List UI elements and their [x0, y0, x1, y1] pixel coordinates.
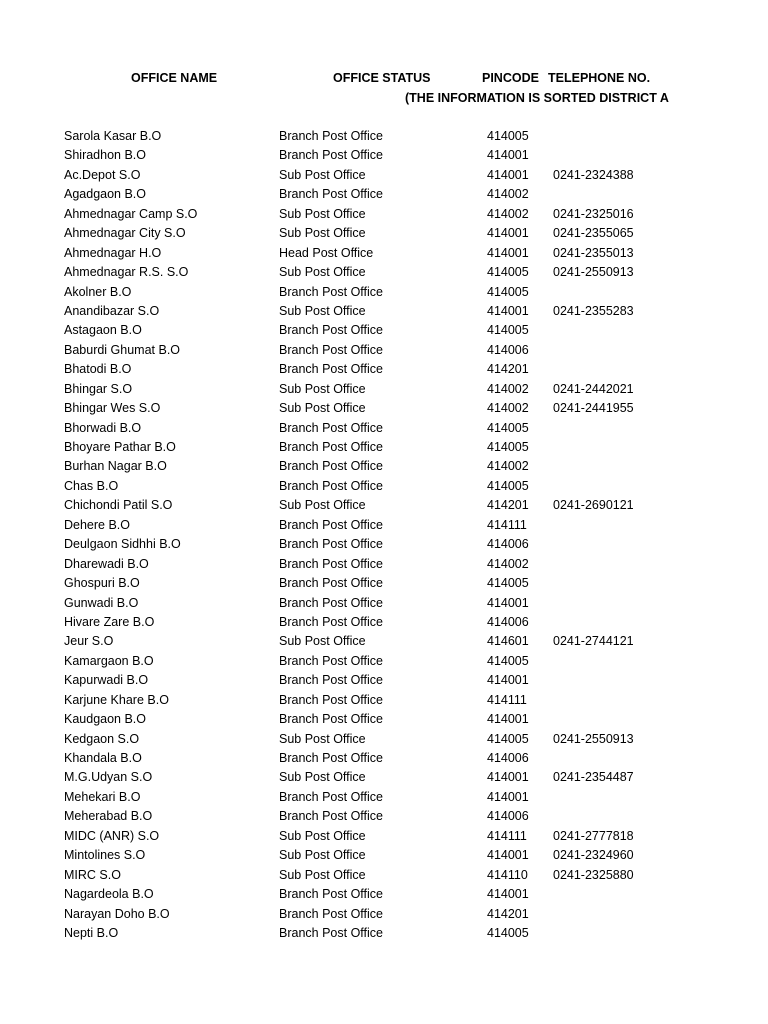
office-status-cell: Sub Post Office: [279, 867, 366, 882]
office-name-cell: Bhoyare Pathar B.O: [64, 440, 176, 454]
pincode-cell: 414005: [487, 731, 529, 746]
pincode-cell: 414006: [487, 614, 529, 629]
telephone-cell: 0241-2325880: [553, 867, 634, 882]
table-row: [0, 594, 768, 613]
office-status-cell: Sub Post Office: [279, 731, 366, 746]
pincode-cell: 414006: [487, 537, 529, 552]
office-status-cell: Sub Post Office: [279, 226, 366, 241]
office-name-cell: MIRC S.O: [64, 867, 121, 882]
office-name-cell: Kedgaon S.O: [64, 731, 140, 746]
table-row: [0, 768, 768, 787]
office-status-cell: Sub Post Office: [279, 828, 366, 843]
pincode-cell: 414005: [487, 420, 529, 435]
office-status-cell: Branch Post Office: [279, 712, 383, 727]
table-row: [0, 924, 768, 943]
pincode-cell: 414111: [487, 692, 527, 707]
office-status-cell: Branch Post Office: [279, 925, 383, 940]
office-name-cell: Nagardeola B.O: [64, 887, 154, 902]
pincode-cell: 414006: [487, 342, 529, 357]
office-name-cell: Burhan Nagar B.O: [64, 459, 167, 474]
table-row: [0, 652, 768, 671]
table-row: [0, 496, 768, 515]
office-name-cell: Astagaon B.O: [64, 323, 142, 338]
telephone-cell: 0241-2325016: [553, 206, 634, 221]
office-status-cell: Branch Post Office: [279, 789, 383, 804]
table-row: [0, 166, 768, 185]
office-name-cell: Ahmednagar R.S. S.O: [64, 265, 189, 280]
telephone-cell: 0241-2441955: [553, 401, 634, 416]
table-row: [0, 224, 768, 243]
office-name-cell: Hivare Zare B.O: [64, 614, 155, 629]
pincode-cell: 414001: [487, 712, 529, 727]
office-status-cell: Branch Post Office: [279, 614, 383, 629]
table-row: [0, 691, 768, 710]
table-header: [0, 71, 768, 89]
office-name-cell: Khandala B.O: [64, 751, 142, 765]
office-name-cell: Kaudgaon B.O: [64, 712, 147, 727]
telephone-cell: 0241-2777818: [553, 828, 634, 843]
table-row: [0, 185, 768, 204]
telephone-cell: 0241-2550913: [553, 731, 634, 746]
table-row: [0, 438, 768, 457]
telephone-cell: 0241-2355283: [553, 303, 634, 318]
table-row: [0, 457, 768, 476]
table-row: [0, 730, 768, 749]
office-status-cell: Sub Post Office: [279, 770, 366, 785]
pincode-cell: 414001: [487, 887, 529, 902]
pincode-cell: 414111: [487, 517, 527, 532]
telephone-cell: 0241-2355013: [553, 245, 634, 260]
office-status-cell: Branch Post Office: [279, 459, 383, 474]
pincode-cell: 414002: [487, 401, 529, 416]
pincode-cell: 414005: [487, 925, 529, 940]
pincode-cell: 414005: [487, 478, 529, 493]
pincode-cell: 414001: [487, 226, 529, 241]
office-status-cell: Branch Post Office: [279, 692, 383, 707]
table-row: [0, 827, 768, 846]
office-name-cell: Sarola Kasar B.O: [64, 129, 162, 143]
office-name-cell: MIDC (ANR) S.O: [64, 828, 160, 843]
pincode-cell: 414006: [487, 751, 529, 765]
office-table: [0, 127, 768, 943]
table-row: [0, 710, 768, 729]
office-status-cell: Branch Post Office: [279, 478, 383, 493]
pincode-cell: 414201: [487, 906, 529, 921]
pincode-cell: 414001: [487, 303, 529, 318]
telephone-cell: 0241-2355065: [553, 226, 634, 241]
table-row: [0, 419, 768, 438]
table-row: [0, 302, 768, 321]
pincode-cell: 414001: [487, 148, 529, 163]
table-row: [0, 866, 768, 885]
header-telephone: TELEPHONE NO.: [548, 71, 651, 85]
office-name-cell: Ahmednagar Camp S.O: [64, 206, 198, 221]
table-row: [0, 127, 768, 146]
office-status-cell: Head Post Office: [279, 245, 374, 260]
table-row: [0, 321, 768, 340]
table-row: [0, 749, 768, 768]
office-name-cell: Deulgaon Sidhhi B.O: [64, 537, 181, 552]
office-name-cell: Mintolines S.O: [64, 848, 146, 863]
office-name-cell: Kapurwadi B.O: [64, 673, 149, 688]
table-row: [0, 205, 768, 224]
pincode-cell: 414005: [487, 576, 529, 591]
office-name-cell: Meherabad B.O: [64, 809, 153, 824]
table-row: [0, 535, 768, 554]
office-name-cell: Ahmednagar H.O: [64, 245, 162, 260]
pincode-cell: 414005: [487, 440, 529, 454]
office-status-cell: Branch Post Office: [279, 556, 383, 571]
office-status-cell: Branch Post Office: [279, 362, 383, 377]
office-status-cell: Sub Post Office: [279, 167, 366, 182]
pincode-cell: 414005: [487, 653, 529, 668]
telephone-cell: 0241-2550913: [553, 265, 634, 280]
office-name-cell: Baburdi Ghumat B.O: [64, 342, 181, 357]
office-status-cell: Sub Post Office: [279, 206, 366, 221]
pincode-cell: 414201: [487, 362, 529, 377]
table-row: [0, 516, 768, 535]
office-status-cell: Branch Post Office: [279, 537, 383, 552]
pincode-cell: 414005: [487, 284, 529, 299]
office-status-cell: Sub Post Office: [279, 303, 366, 318]
pincode-cell: 414002: [487, 187, 529, 202]
office-status-cell: Branch Post Office: [279, 576, 383, 591]
office-name-cell: Gunwadi B.O: [64, 595, 139, 610]
table-row: [0, 671, 768, 690]
pincode-cell: 414005: [487, 129, 529, 143]
table-row: [0, 341, 768, 360]
table-row: [0, 613, 768, 632]
office-name-cell: Akolner B.O: [64, 284, 132, 299]
telephone-cell: 0241-2690121: [553, 498, 634, 513]
office-name-cell: Bhatodi B.O: [64, 362, 132, 377]
table-row: [0, 846, 768, 865]
office-status-cell: Branch Post Office: [279, 653, 383, 668]
telephone-cell: 0241-2744121: [553, 634, 634, 649]
telephone-cell: 0241-2324388: [553, 167, 634, 182]
telephone-cell: 0241-2324960: [553, 848, 634, 863]
office-name-cell: Mehekari B.O: [64, 789, 141, 804]
office-name-cell: Nepti B.O: [64, 925, 119, 940]
pincode-cell: 414001: [487, 770, 529, 785]
table-row: [0, 885, 768, 904]
office-status-cell: Sub Post Office: [279, 634, 366, 649]
pincode-cell: 414002: [487, 459, 529, 474]
pincode-cell: 414601: [487, 634, 529, 649]
telephone-cell: 0241-2354487: [553, 770, 634, 785]
header-pincode: PINCODE: [482, 71, 539, 85]
table-row: [0, 380, 768, 399]
table-row: [0, 788, 768, 807]
pincode-cell: 414002: [487, 206, 529, 221]
office-name-cell: Bhorwadi B.O: [64, 420, 142, 435]
pincode-cell: 414001: [487, 789, 529, 804]
office-status-cell: Branch Post Office: [279, 323, 383, 338]
pincode-cell: 414005: [487, 323, 529, 338]
office-status-cell: Branch Post Office: [279, 751, 383, 765]
office-status-cell: Branch Post Office: [279, 595, 383, 610]
office-name-cell: Agadgaon B.O: [64, 187, 147, 202]
office-name-cell: Bhingar Wes S.O: [64, 401, 161, 416]
table-row: [0, 905, 768, 924]
office-name-cell: Kamargaon B.O: [64, 653, 154, 668]
pincode-cell: 414005: [487, 265, 529, 280]
pincode-cell: 414001: [487, 595, 529, 610]
header-office-name: OFFICE NAME: [131, 71, 218, 85]
pincode-cell: 414001: [487, 167, 529, 182]
table-row: [0, 807, 768, 826]
office-status-cell: Branch Post Office: [279, 517, 383, 532]
pincode-cell: 414002: [487, 381, 529, 396]
office-status-cell: Branch Post Office: [279, 887, 383, 902]
office-status-cell: Branch Post Office: [279, 420, 383, 435]
office-name-cell: Dehere B.O: [64, 517, 131, 532]
table-row: [0, 555, 768, 574]
office-status-cell: Branch Post Office: [279, 187, 383, 202]
office-name-cell: Dharewadi B.O: [64, 556, 149, 571]
office-status-cell: Branch Post Office: [279, 342, 383, 357]
office-name-cell: M.G.Udyan S.O: [64, 770, 153, 785]
pincode-cell: 414201: [487, 498, 529, 513]
pincode-cell: 414002: [487, 556, 529, 571]
office-name-cell: Anandibazar S.O: [64, 303, 160, 318]
table-row: [0, 574, 768, 593]
office-status-cell: Sub Post Office: [279, 401, 366, 416]
office-status-cell: Sub Post Office: [279, 381, 366, 396]
telephone-cell: 0241-2442021: [553, 381, 634, 396]
office-status-cell: Branch Post Office: [279, 284, 383, 299]
table-row: [0, 283, 768, 302]
office-status-cell: Branch Post Office: [279, 809, 383, 824]
pincode-cell: 414111: [487, 828, 527, 843]
pincode-cell: 414001: [487, 673, 529, 688]
table-row: [0, 360, 768, 379]
office-name-cell: Narayan Doho B.O: [64, 906, 170, 921]
office-name-cell: Karjune Khare B.O: [64, 692, 169, 707]
table-row: [0, 244, 768, 263]
pincode-cell: 414110: [487, 867, 528, 882]
office-name-cell: Ahmednagar City S.O: [64, 226, 186, 241]
office-status-cell: Branch Post Office: [279, 148, 383, 163]
office-name-cell: Chichondi Patil S.O: [64, 498, 173, 513]
office-name-cell: Bhingar S.O: [64, 381, 133, 396]
office-status-cell: Sub Post Office: [279, 498, 366, 513]
table-row: [0, 146, 768, 165]
sort-note: (THE INFORMATION IS SORTED DISTRICT A: [405, 91, 669, 105]
header-office-status: OFFICE STATUS: [333, 71, 431, 85]
office-status-cell: Sub Post Office: [279, 848, 366, 863]
table-row: [0, 399, 768, 418]
table-row: [0, 632, 768, 651]
pincode-cell: 414001: [487, 245, 529, 260]
office-status-cell: Branch Post Office: [279, 440, 383, 454]
table-row: [0, 263, 768, 282]
office-status-cell: Branch Post Office: [279, 906, 383, 921]
pincode-cell: 414006: [487, 809, 529, 824]
office-status-cell: Branch Post Office: [279, 673, 383, 688]
office-name-cell: Ac.Depot S.O: [64, 167, 141, 182]
table-row: [0, 477, 768, 496]
office-status-cell: Branch Post Office: [279, 129, 383, 143]
office-name-cell: Jeur S.O: [64, 634, 114, 649]
office-name-cell: Chas B.O: [64, 478, 119, 493]
office-status-cell: Sub Post Office: [279, 265, 366, 280]
office-name-cell: Ghospuri B.O: [64, 576, 140, 591]
pincode-cell: 414001: [487, 848, 529, 863]
office-name-cell: Shiradhon B.O: [64, 148, 146, 163]
